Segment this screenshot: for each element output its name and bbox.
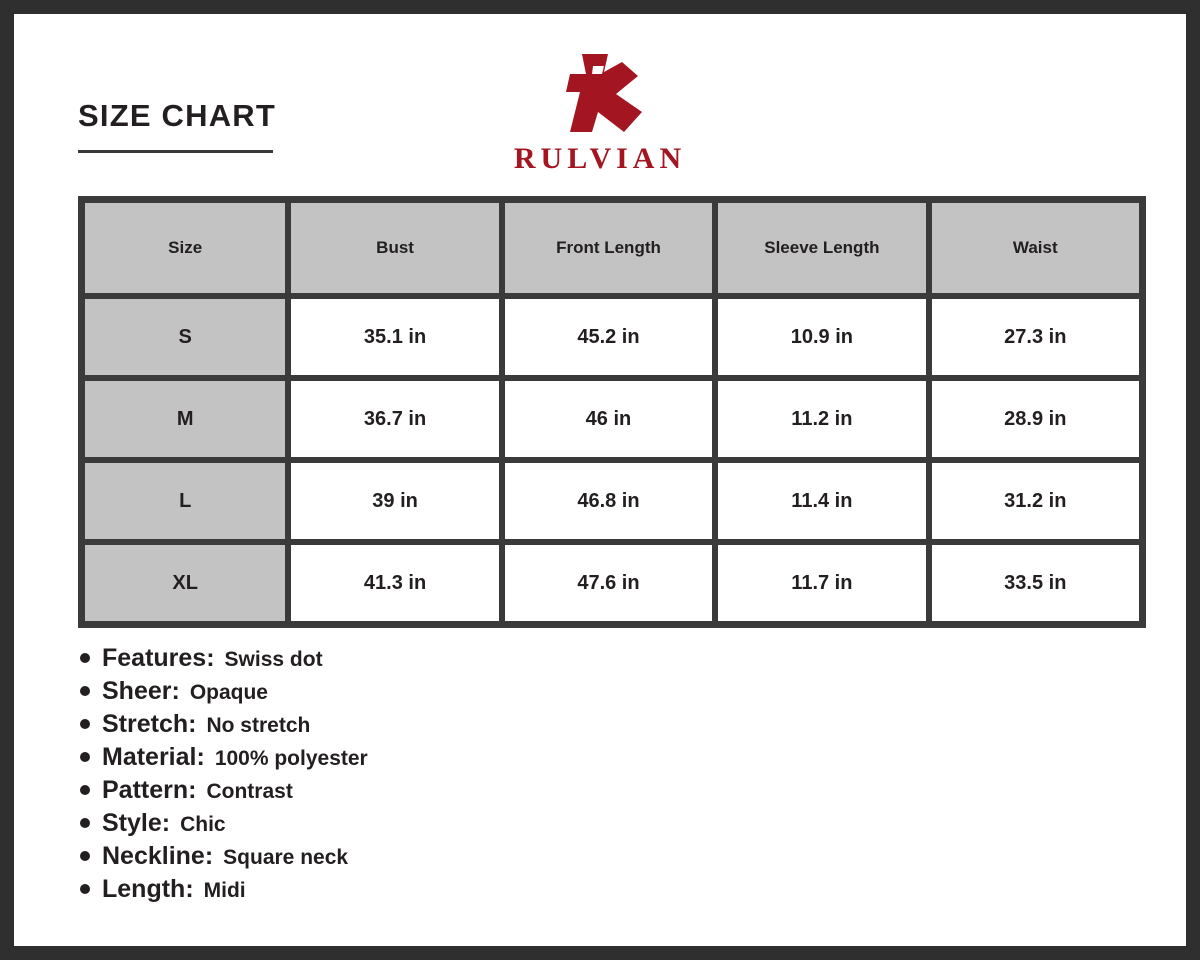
page-title: SIZE CHART bbox=[78, 98, 276, 133]
rulvian-r-monogram-icon bbox=[546, 50, 654, 136]
feature-label: Sheer: bbox=[102, 677, 180, 705]
table-row bbox=[82, 378, 1142, 460]
cell-bust: 39 in bbox=[288, 460, 501, 542]
column-header-size: Size bbox=[82, 200, 288, 296]
feature-label: Style: bbox=[102, 809, 171, 837]
cell-waist: 27.3 in bbox=[929, 296, 1142, 378]
page-inner bbox=[14, 14, 1186, 946]
header bbox=[66, 36, 1134, 186]
feature-value: Midi bbox=[203, 879, 246, 902]
feature-value: Contrast bbox=[206, 780, 293, 803]
bullet-icon bbox=[80, 686, 90, 696]
feature-label: Features: bbox=[102, 644, 215, 672]
cell-bust: 36.7 in bbox=[288, 378, 501, 460]
feature-value: No stretch bbox=[206, 714, 311, 737]
size-table bbox=[78, 196, 1146, 628]
bullet-icon bbox=[80, 851, 90, 861]
column-header-bust: Bust bbox=[288, 200, 501, 296]
feature-label: Pattern: bbox=[102, 776, 197, 804]
feature-label: Neckline: bbox=[102, 842, 214, 870]
list-item bbox=[80, 877, 1134, 902]
feature-value: Swiss dot bbox=[224, 648, 323, 671]
cell-size: L bbox=[82, 460, 288, 542]
cell-size: XL bbox=[82, 542, 288, 624]
feature-label: Material: bbox=[102, 743, 205, 771]
table-row bbox=[82, 296, 1142, 378]
column-header-front-length: Front Length bbox=[502, 200, 715, 296]
cell-front-length: 46.8 in bbox=[502, 460, 715, 542]
brand-name: RULVIAN bbox=[513, 142, 687, 175]
cell-size: S bbox=[82, 296, 288, 378]
column-header-sleeve-length: Sleeve Length bbox=[715, 200, 928, 296]
feature-value: Chic bbox=[180, 813, 226, 836]
bullet-icon bbox=[80, 785, 90, 795]
list-item bbox=[80, 712, 1134, 737]
feature-value: Opaque bbox=[189, 681, 268, 704]
feature-value: 100% polyester bbox=[214, 747, 368, 770]
cell-waist: 28.9 in bbox=[929, 378, 1142, 460]
cell-bust: 41.3 in bbox=[288, 542, 501, 624]
list-item bbox=[80, 745, 1134, 770]
brand-lockup bbox=[66, 50, 1134, 176]
product-features-list bbox=[66, 646, 1134, 902]
list-item bbox=[80, 844, 1134, 869]
cell-sleeve-length: 11.2 in bbox=[715, 378, 928, 460]
cell-front-length: 46 in bbox=[502, 378, 715, 460]
table-row bbox=[82, 460, 1142, 542]
cell-waist: 33.5 in bbox=[929, 542, 1142, 624]
feature-value: Square neck bbox=[223, 846, 349, 869]
bullet-icon bbox=[80, 752, 90, 762]
table-body bbox=[82, 296, 1142, 624]
feature-label: Length: bbox=[102, 875, 194, 903]
cell-front-length: 47.6 in bbox=[502, 542, 715, 624]
bullet-icon bbox=[80, 719, 90, 729]
column-header-waist: Waist bbox=[929, 200, 1142, 296]
cell-bust: 35.1 in bbox=[288, 296, 501, 378]
table-header-row bbox=[82, 200, 1142, 296]
bullet-icon bbox=[80, 818, 90, 828]
list-item bbox=[80, 679, 1134, 704]
list-item bbox=[80, 646, 1134, 671]
cell-front-length: 45.2 in bbox=[502, 296, 715, 378]
table-head bbox=[82, 200, 1142, 296]
cell-sleeve-length: 11.4 in bbox=[715, 460, 928, 542]
bullet-icon bbox=[80, 653, 90, 663]
feature-label: Stretch: bbox=[102, 710, 197, 738]
cell-size: M bbox=[82, 378, 288, 460]
bullet-icon bbox=[80, 884, 90, 894]
list-item bbox=[80, 778, 1134, 803]
cell-sleeve-length: 10.9 in bbox=[715, 296, 928, 378]
list-item bbox=[80, 811, 1134, 836]
cell-waist: 31.2 in bbox=[929, 460, 1142, 542]
cell-sleeve-length: 11.7 in bbox=[715, 542, 928, 624]
table-row bbox=[82, 542, 1142, 624]
